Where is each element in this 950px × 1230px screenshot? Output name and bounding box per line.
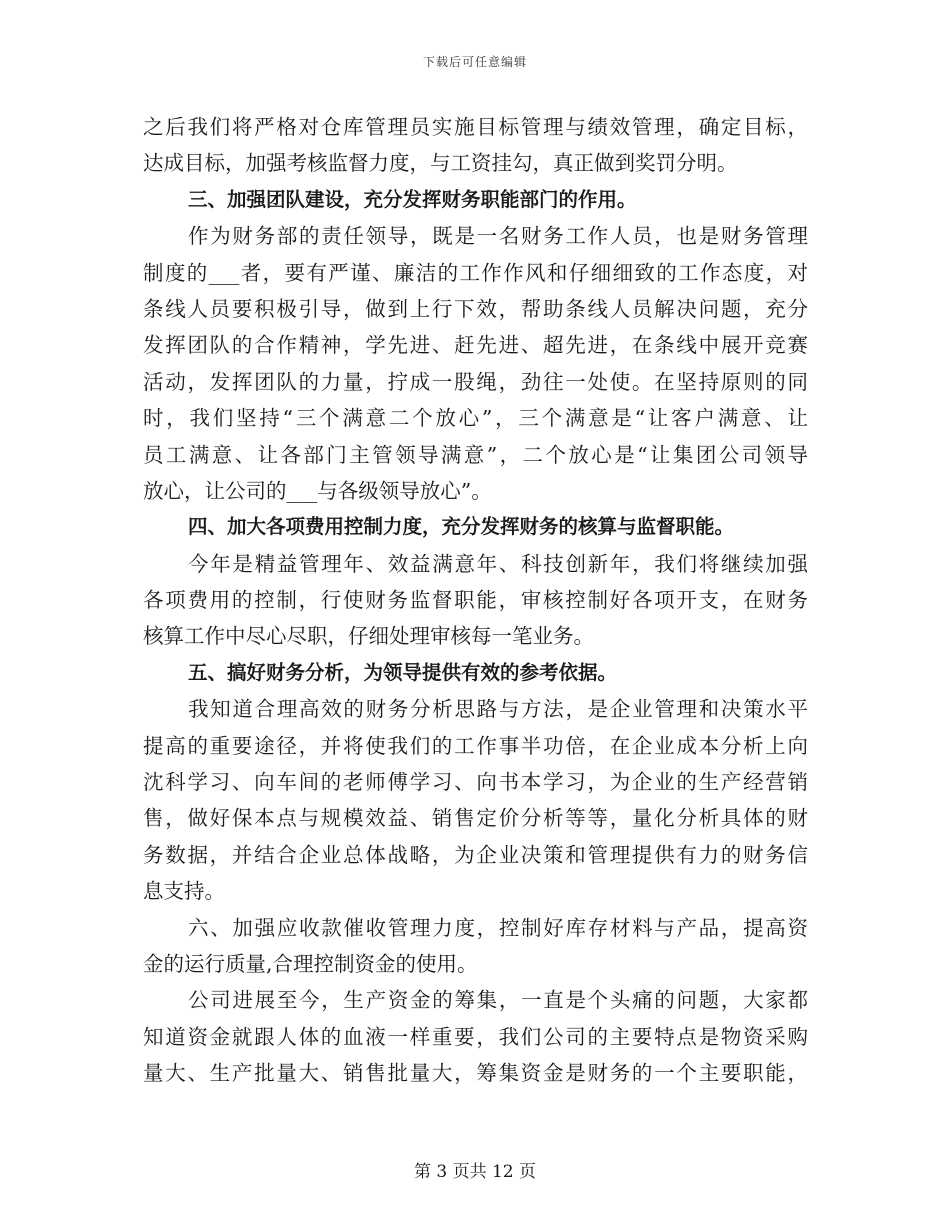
paragraph-line: 金的运行质量,合理控制资金的使用。 — [143, 951, 478, 976]
paragraph-line: 核算工作中尽心尽职，仔细处理审核每一笔业务。 — [143, 624, 594, 649]
page-number: 第 3 页共 12 页 — [413, 1162, 537, 1182]
section-heading-line: 三、加强团队建设，充分发挥财务职能部门的作用。 — [188, 187, 637, 211]
paragraph-line: 六、加强应收款催收管理力度，控制好库存材料与产品，提高资 — [188, 915, 808, 940]
paragraph-line: 作为财务部的责任领导，既是一名财务工作人员，也是财务管理 — [188, 224, 808, 249]
section-heading-line: 五、搞好财务分析，为领导提供有效的参考依据。 — [188, 660, 618, 684]
paragraph-line: 放心，让公司的___与各级领导放心”。 — [143, 478, 492, 503]
paragraph-line: 提高的重要途径，并将使我们的工作事半功倍，在企业成本分析上向 — [143, 733, 808, 758]
paragraph-line: 员工满意、让各部门主管领导满意”，二个放心是“让集团公司领导 — [143, 442, 808, 467]
paragraph-line: 沈科学习、向车间的老师傅学习、向书本学习，为企业的生产经营销 — [143, 770, 808, 795]
section-heading-line: 四、加大各项费用控制力度，充分发挥财务的核算与监督职能。 — [188, 515, 735, 539]
paragraph-line: 今年是精益管理年、效益满意年、科技创新年，我们将继续加强 — [188, 551, 808, 576]
page-header-note: 下载后可任意编辑 — [422, 55, 527, 69]
paragraph-line: 知道资金就跟人体的血液一样重要，我们公司的主要特点是物资采购 — [143, 1024, 808, 1049]
paragraph-line: 活动，发挥团队的力量，拧成一股绳，劲往一处使。在坚持原则的同 — [143, 369, 808, 394]
paragraph-line: 息支持。 — [143, 879, 225, 904]
paragraph-line: 发挥团队的合作精神，学先进、赶先进、超先进，在条线中展开竞赛 — [143, 333, 808, 358]
paragraph-line: 制度的___者，要有严谨、廉洁的工作作风和仔细细致的工作态度，对 — [143, 260, 808, 285]
paragraph-line: 公司进展至今，生产资金的筹集，一直是个头痛的问题，大家都 — [188, 988, 808, 1013]
paragraph-line: 量大、生产批量大、销售批量大，筹集资金是财务的一个主要职能， — [143, 1061, 808, 1086]
paragraph-line: 我知道合理高效的财务分析思路与方法，是企业管理和决策水平 — [188, 697, 808, 722]
paragraph-line: 之后我们将严格对仓库管理员实施目标管理与绩效管理，确定目标， — [143, 115, 808, 139]
paragraph-line: 各项费用的控制，行使财务监督职能，审核控制好各项开支，在财务 — [143, 588, 808, 613]
paragraph-line: 售，做好保本点与规模效益、销售定价分析等等，量化分析具体的财 — [143, 806, 808, 831]
paragraph-line: 时，我们坚持“三个满意二个放心”，三个满意是“让客户满意、让 — [143, 406, 808, 431]
document-body — [143, 109, 808, 1092]
paragraph-line: 务数据，并结合企业总体战略，为企业决策和管理提供有力的财务信 — [143, 842, 808, 867]
paragraph-line: 条线人员要积极引导，做到上行下效，帮助条线人员解决问题，充分 — [143, 296, 808, 321]
paragraph-line: 达成目标，加强考核监督力度，与工资挂勾，真正做到奖罚分明。 — [143, 151, 738, 176]
